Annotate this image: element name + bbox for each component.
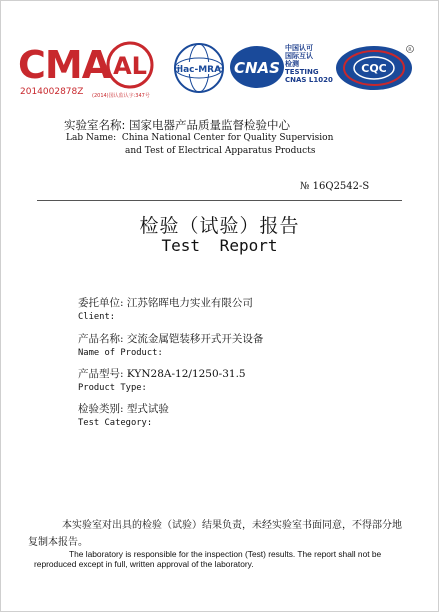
statement-cn: 本实验室对出具的检验（试验）结果负责，未经实验室书面同意，不得部分地复制本报告。 — [28, 520, 402, 548]
ilac-mra-logo — [173, 42, 225, 94]
lab-name-en-line2: and Test of Electrical Apparatus Products — [125, 146, 316, 156]
ilac-mra-text: ilac-MRA — [176, 65, 222, 75]
cnas-accreditation-text: 中国认可 国际互认 检测 TESTING CNAS L1020 — [285, 44, 333, 84]
field-product-type: 产品型号: KYN28A-12/1250-31.5 Product Type: — [78, 368, 246, 393]
report-title-cn: 检验（试验）报告 — [139, 215, 300, 237]
field-test-category: 检验类别: 型式试验 Test Category: — [78, 403, 169, 428]
svg-text:R: R — [408, 48, 412, 53]
al-logo — [0, 40, 170, 100]
al-number: (2014)国认监认字:347号 — [92, 93, 150, 99]
cnas-logo-text: CNAS — [234, 59, 280, 77]
al-logo-text: AL — [113, 52, 147, 80]
cqc-logo — [334, 44, 414, 92]
accreditation-logos — [0, 40, 439, 100]
field-client: 委托单位: 江苏铭晖电力实业有限公司 Client: — [78, 297, 253, 322]
lab-name-cn: 实验室名称: 国家电器产品质量监督检验中心 — [64, 118, 291, 132]
report-number: № 16Q2542-S — [300, 181, 370, 192]
cqc-logo-text: CQC — [361, 62, 387, 75]
cma-number: 2014002878Z — [20, 87, 84, 97]
field-product-name: 产品名称: 交流金属铠装移开式开关设备 Name of Product: — [78, 333, 264, 358]
statement-en: The laboratory is responsible for the inspection (Test) results. The report shall not be reproduced except in full, written approval of the laboratory. — [34, 549, 382, 569]
cnas-logo — [229, 44, 285, 90]
report-title-en: Test Report — [161, 236, 278, 255]
al-circle-icon — [105, 40, 155, 90]
cma-logo-text: CMA — [18, 43, 111, 87]
divider — [37, 200, 402, 201]
lab-name-en-line1: Lab Name: China National Center for Quality Supervision — [66, 133, 334, 143]
